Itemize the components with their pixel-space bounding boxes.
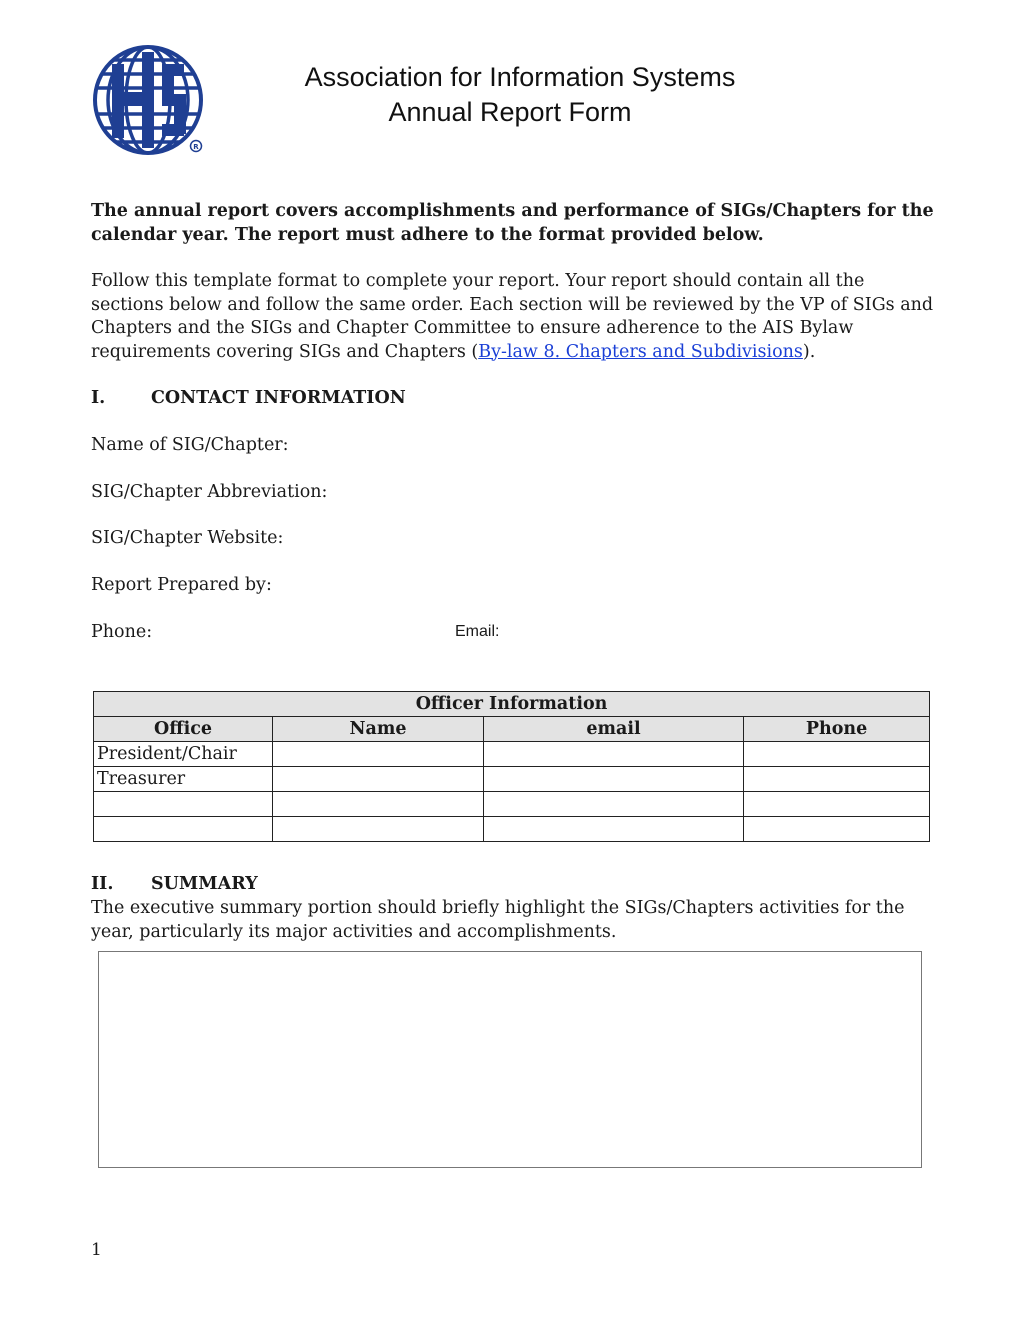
field-phone: Phone: [91, 622, 153, 642]
table-cell[interactable] [273, 767, 484, 792]
table-cell[interactable] [484, 792, 744, 817]
table-cell[interactable] [273, 742, 484, 767]
bylaw-link[interactable]: By-law 8. Chapters and Subdivisions [478, 341, 803, 362]
table-row [94, 817, 930, 842]
field-email: Email: [455, 623, 500, 640]
table-row [94, 792, 930, 817]
section-number: II. [91, 874, 114, 894]
table-cell[interactable] [744, 767, 930, 792]
table-cell: Treasurer [94, 767, 273, 792]
table-cell[interactable] [484, 817, 744, 842]
summary-text-box[interactable] [98, 951, 922, 1168]
table-cell: President/Chair [94, 742, 273, 767]
section-heading-summary [91, 874, 258, 894]
officer-information-table [93, 691, 930, 842]
field-sig-abbreviation: SIG/Chapter Abbreviation: [91, 482, 328, 502]
column-header-email: email [484, 717, 744, 742]
table-cell[interactable] [94, 817, 273, 842]
table-cell[interactable] [744, 792, 930, 817]
intro-body-text: Follow this template format to complete your report. Your report should contain all the sections below and follow the same order. Each section will be reviewed by the VP of SIGs and Chapters and the SIGs and Chapter Committee to ensure adherence to the AIS Bylaw requirements covering SIGs and Chapters ( [91, 271, 934, 362]
intro-body-end: ). [802, 341, 816, 362]
table-cell[interactable] [484, 742, 744, 767]
section-title: SUMMARY [151, 874, 258, 894]
table-cell[interactable] [744, 742, 930, 767]
section-number: I. [91, 388, 106, 408]
table-cell[interactable] [744, 817, 930, 842]
field-sig-website: SIG/Chapter Website: [91, 528, 284, 548]
field-sig-name: Name of SIG/Chapter: [91, 435, 289, 455]
table-row [94, 767, 930, 792]
summary-description: The executive summary portion should briefly highlight the SIGs/Chapters activities for the year, particularly its major activities and accomplishments. [91, 898, 905, 942]
section-title: CONTACT INFORMATION [151, 388, 406, 408]
table-cell[interactable] [484, 767, 744, 792]
svg-text:R: R [193, 143, 199, 151]
table-cell[interactable] [273, 817, 484, 842]
table-cell[interactable] [273, 792, 484, 817]
table-cell[interactable] [94, 792, 273, 817]
column-header-phone: Phone [744, 717, 930, 742]
field-prepared-by: Report Prepared by: [91, 575, 272, 595]
table-row [94, 742, 930, 767]
table-caption: Officer Information [94, 692, 930, 717]
document-title: Association for Information Systems [304, 62, 736, 92]
document-subtitle: Annual Report Form [388, 97, 632, 127]
column-header-office: Office [94, 717, 273, 742]
intro-bold-paragraph: The annual report covers accomplishments and performance of SIGs/Chapters for the calendar year. The report must adhere to the format provided below. [91, 201, 934, 245]
section-heading-contact [91, 388, 406, 408]
intro-paragraph [91, 270, 936, 364]
column-header-name: Name [273, 717, 484, 742]
page-number: 1 [91, 1240, 102, 1260]
